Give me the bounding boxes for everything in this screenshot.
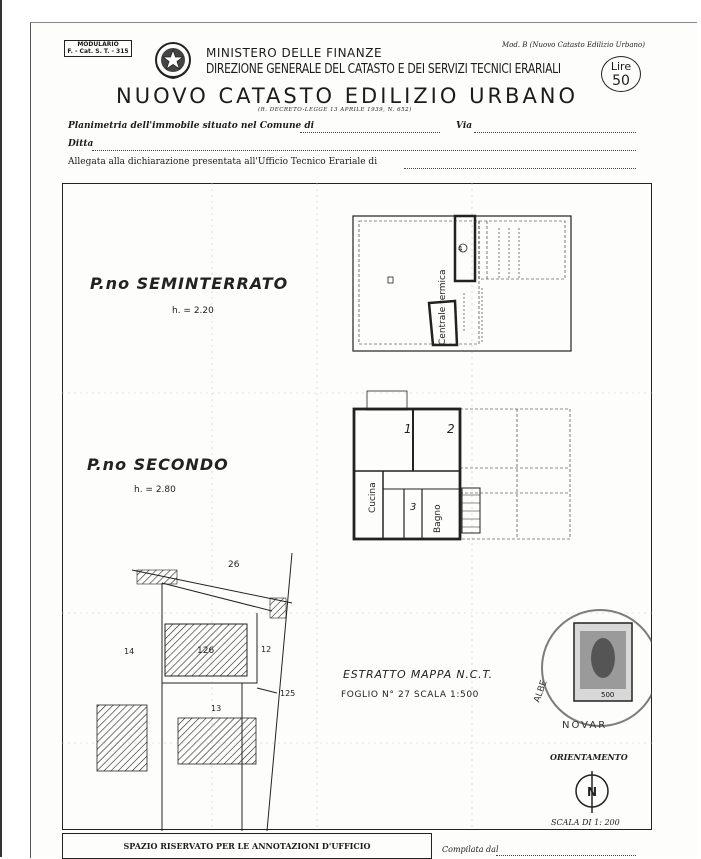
via-label: Via <box>456 121 473 131</box>
foglio-scala-label: FOGLIO N° 27 SCALA 1:500 <box>341 690 479 700</box>
estratto-mappa-label: ESTRATTO MAPPA N.C.T. <box>343 668 493 681</box>
planimetria-label: Planimetria dell'immobile situato nel Comune di <box>68 121 315 131</box>
secondo-height: h. = 2.80 <box>134 485 176 495</box>
floor-plan-drawing <box>62 183 652 831</box>
ditta-label: Ditta <box>68 139 94 149</box>
secondo-title: P.no SECONDO <box>87 455 229 474</box>
lire-badge <box>601 56 641 92</box>
seminterrato-title: P.no SEMINTERRATO <box>90 274 289 293</box>
stamp-ring-left: ALBE <box>532 678 550 705</box>
compilata-label: Compilata dal <box>442 845 499 854</box>
scan-edge <box>0 0 11 857</box>
lire-value: 50 <box>612 73 630 89</box>
tax-stamp-icon <box>542 610 652 726</box>
nuovo-catasto-title: NUOVO CATASTO EDILIZIO URBANO <box>116 84 579 108</box>
stamp-ring-bottom: NOVAR <box>562 720 608 731</box>
comune-field <box>300 121 440 133</box>
decree-line: (R. DECRETO-LEGGE 13 APRILE 1939, N. 652) <box>258 107 412 113</box>
seminterrato-height: h. = 2.20 <box>172 306 214 316</box>
compilata-field <box>496 845 636 856</box>
parcel-13-label: 13 <box>211 704 222 713</box>
republic-emblem-icon <box>153 40 193 80</box>
allegata-label: Allegata alla dichiarazione presentata all'Ufficio Tecnico Erariale di <box>68 157 378 167</box>
parcel-14-label: 14 <box>124 647 135 656</box>
parcel-26-label: 26 <box>228 560 240 570</box>
modulario-label: MODULARIO <box>77 41 119 48</box>
lire-label: Lire <box>610 60 632 73</box>
parcel-126-label: 126 <box>197 646 215 656</box>
parcel-125-label: 125 <box>280 689 296 698</box>
stamp-value: 500 <box>601 691 615 699</box>
scala-label: SCALA DI 1: 200 <box>551 818 620 827</box>
via-field <box>474 121 636 133</box>
room-2-label: 2 <box>447 422 455 436</box>
bagno-label: Bagno <box>433 504 443 533</box>
north-label: N <box>587 785 598 799</box>
orientamento-label: ORIENTAMENTO <box>550 752 628 762</box>
room-1-label: 1 <box>404 422 412 436</box>
direzione-title: DIREZIONE GENERALE DEL CATASTO E DEI SERVIZI TECNICI ERARIALI <box>206 62 561 77</box>
stair-number: 4 <box>458 245 463 253</box>
cucina-label: Cucina <box>368 482 378 513</box>
modulario-code: F. - Cat. S. T. - 315 <box>67 48 129 55</box>
mod-b-label: Mod. B (Nuovo Catasto Edilizio Urbano) <box>501 41 645 49</box>
ditta-field <box>92 139 636 151</box>
centrale-termica-label: Centrale termica <box>438 269 448 345</box>
modulario-box <box>64 40 132 57</box>
annotazioni-box: SPAZIO RISERVATO PER LE ANNOTAZIONI D'UFFICIO <box>62 833 432 859</box>
parcel-12-label: 12 <box>261 645 272 654</box>
ufficio-field <box>404 157 636 169</box>
room-3-label: 3 <box>410 502 417 513</box>
ministero-title: MINISTERO DELLE FINANZE <box>206 46 383 60</box>
